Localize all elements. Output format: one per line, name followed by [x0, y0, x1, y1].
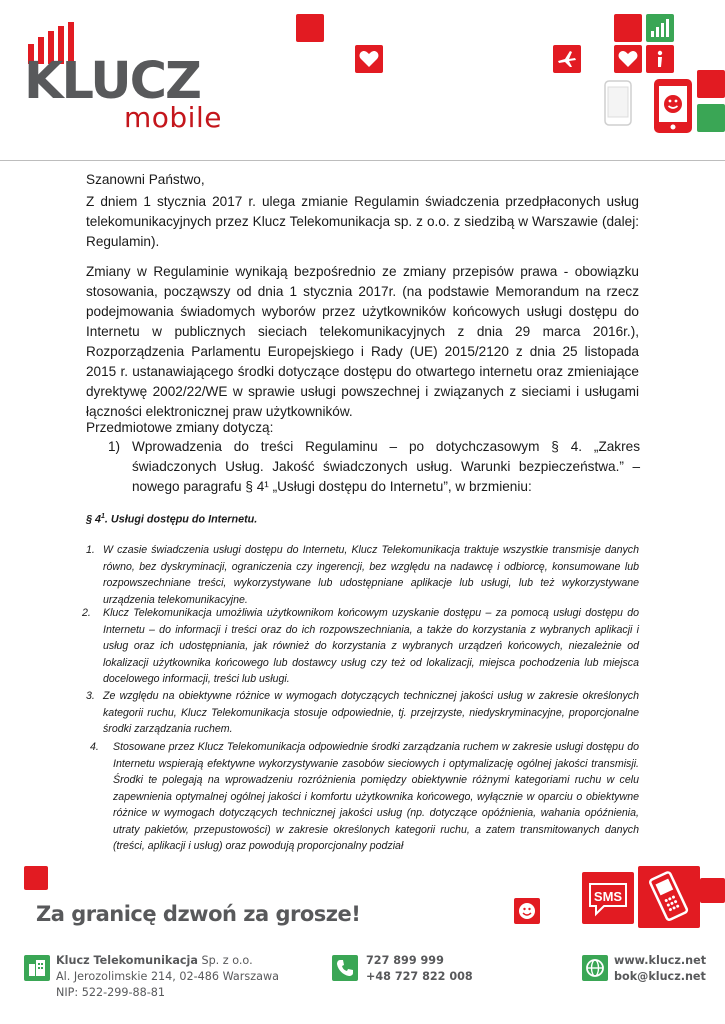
- paragraph-2: Zmiany w Regulaminie wynikają bezpośrednio ze zmiany przepisów prawa - obowiązku stosowania, począwszy od dnia 1 stycznia 2017r. (na podstawie Memorandum na rzecz podejmowania świadomych wyborów przez użytkowników końcowych usługi dostępu do Internetu w publicznych sieciach telekomunikacyjnych z dnia 29 marca 2016r.), Rozporządzenia Parlamentu Europejskiego i Rady (UE) 2015/2120 z dnia 25 listopada 2015 r. ustanawiającego środki dotyczące dostępu do otwartego internetu oraz zmieniające dyrektywę 2002/22/WE w sprawie usługi powszechnej i związanych z sieciami i usługami łączności elektronicznej praw użytkowników.: [86, 264, 639, 419]
- green-square-icon: [697, 104, 725, 132]
- red-square-icon: [700, 878, 725, 903]
- paragraph-1: Z dniem 1 stycznia 2017 r. ulega zmianie Regulamin świadczenia przedpłaconych usług telekomunikacyjnych przez Klucz Telekomunikacja sp. z o.o. z siedzibą w Warszawie (dalej: Regulamin).: [86, 194, 639, 249]
- footer-slogan: Za granicę dzwoń za grosze!: [36, 902, 361, 926]
- section-item: 4. Stosowane przez Klucz Telekomunikacja odpowiednie środki zarządzania ruchem w zakresie usługi dostępu do Internetu wspierają efektywne wykorzystywanie zasobów sieciowych i optymalizację ogólnej jakości transmisji. Środki te polegają na wprowadzeniu rozróżnienia pomiędzy obiektywnie różnymi kategoriami ruchu w celu zapewnienia optymalnej ogólnej jakości i komfortu użytkownika końcowego, wyłącznie w oparciu o obiektywne różnice w wymogach dotyczących technicznej jakości usług (np. dotyczące opóźnienia, wahania opóźnienia, utraty pakietów, przepustowości) w zakresie określonych kategorii ruchu, a zatem transmitowanych danych (treści, aplikacji i usług) oraz powodują proporcjonalny podział: [90, 741, 639, 852]
- company-name: Klucz Telekomunikacja Sp. z o.o.: [56, 954, 253, 967]
- globe-icon: [582, 955, 608, 981]
- heart-icon: [355, 45, 383, 73]
- svg-text:SMS: SMS: [593, 889, 623, 904]
- bar-chart-icon: [646, 14, 674, 42]
- company-nip: NIP: 522-299-88-81: [56, 986, 166, 999]
- website-link[interactable]: www.klucz.net: [614, 954, 707, 967]
- logo-wordmark: KLUCZ: [24, 52, 201, 111]
- smiley-phone-icon: [652, 78, 694, 134]
- smartphone-icon: [604, 80, 632, 126]
- sms-icon: [582, 872, 634, 924]
- section-item: 2. Klucz Telekomunikacja umożliwia użytkownikom końcowym uzyskanie dostępu – za pomocą usługi dostępu do Internetu – do informacji i treści oraz do ich rozpowszechniania, a także do korzystania z wybranych aplikacji i usług oraz ich udostępniania, jak również do korzystania z wybranych urządzeń końcowych, niezależnie od lokalizacji użytkownika końcowego lub dostawcy usług czy też od lokalizacji, miejsca pochodzenia lub miejsca docelowego informacji, treści lub usługi.: [82, 607, 639, 685]
- heart-icon: [614, 45, 642, 73]
- plane-icon: [553, 45, 581, 73]
- phone-1[interactable]: 727 899 999: [366, 954, 444, 967]
- red-square-icon: [697, 70, 725, 98]
- logo-subtitle: mobile: [124, 101, 222, 134]
- building-icon: [24, 955, 50, 981]
- handset-icon: [332, 955, 358, 981]
- email-link[interactable]: bok@klucz.net: [614, 970, 706, 983]
- info-icon: [646, 45, 674, 73]
- paragraph-3: Przedmiotowe zmiany dotyczą:: [86, 420, 274, 435]
- section-item: 3. Ze względu na obiektywne różnice w wymogach dotyczących technicznej jakości usług w zakresie określonych kategorii ruchu, Klucz Telekomunikacja stosuje odpowiednie, tj. przejrzyste, niedyskryminacyjne, proporcjonalne środki zarządzania ruchem.: [86, 690, 639, 735]
- section-title: § $4^1$. Usługi dostępu do Internetu.: [86, 513, 258, 526]
- smiley-icon: [514, 898, 540, 924]
- red-square-icon: [614, 14, 642, 42]
- header-divider: [0, 160, 725, 161]
- greeting: Szanowni Państwo,: [86, 172, 205, 187]
- red-square-icon: [24, 866, 48, 890]
- red-square-icon: [296, 14, 324, 42]
- company-address: Al. Jerozolimskie 214, 02-486 Warszawa: [56, 970, 279, 983]
- list-item-text: Wprowadzenia do treści Regulaminu – po dotychczasowym § 4. „Zakres świadczonych Usług. Jakość świadczonych usług. Warunki bezpieczeństwa.” – nowego paragrafu § 4¹ „Usługi dostępu do Internetu”, w brzmieniu:: [132, 439, 640, 494]
- list-item: [108, 437, 640, 497]
- section-item: 1. W czasie świadczenia usługi dostępu do Internetu, Klucz Telekomunikacja traktuje wszystkie transmisje danych równo, bez dyskryminacji, ograniczenia czy ingerencji, bez względu na nadawcę i odbiorcę, konsumowane lub rozpowszechniane treści, wykorzystywane lub udostępniane aplikacje lub usługi, lub też wykorzystywane urządzenia telekomunikacyjne.: [86, 544, 639, 606]
- phone-2[interactable]: +48 727 822 008: [366, 970, 473, 983]
- mobile-phone-icon: [638, 866, 700, 928]
- list-item-number: 1): [108, 439, 121, 454]
